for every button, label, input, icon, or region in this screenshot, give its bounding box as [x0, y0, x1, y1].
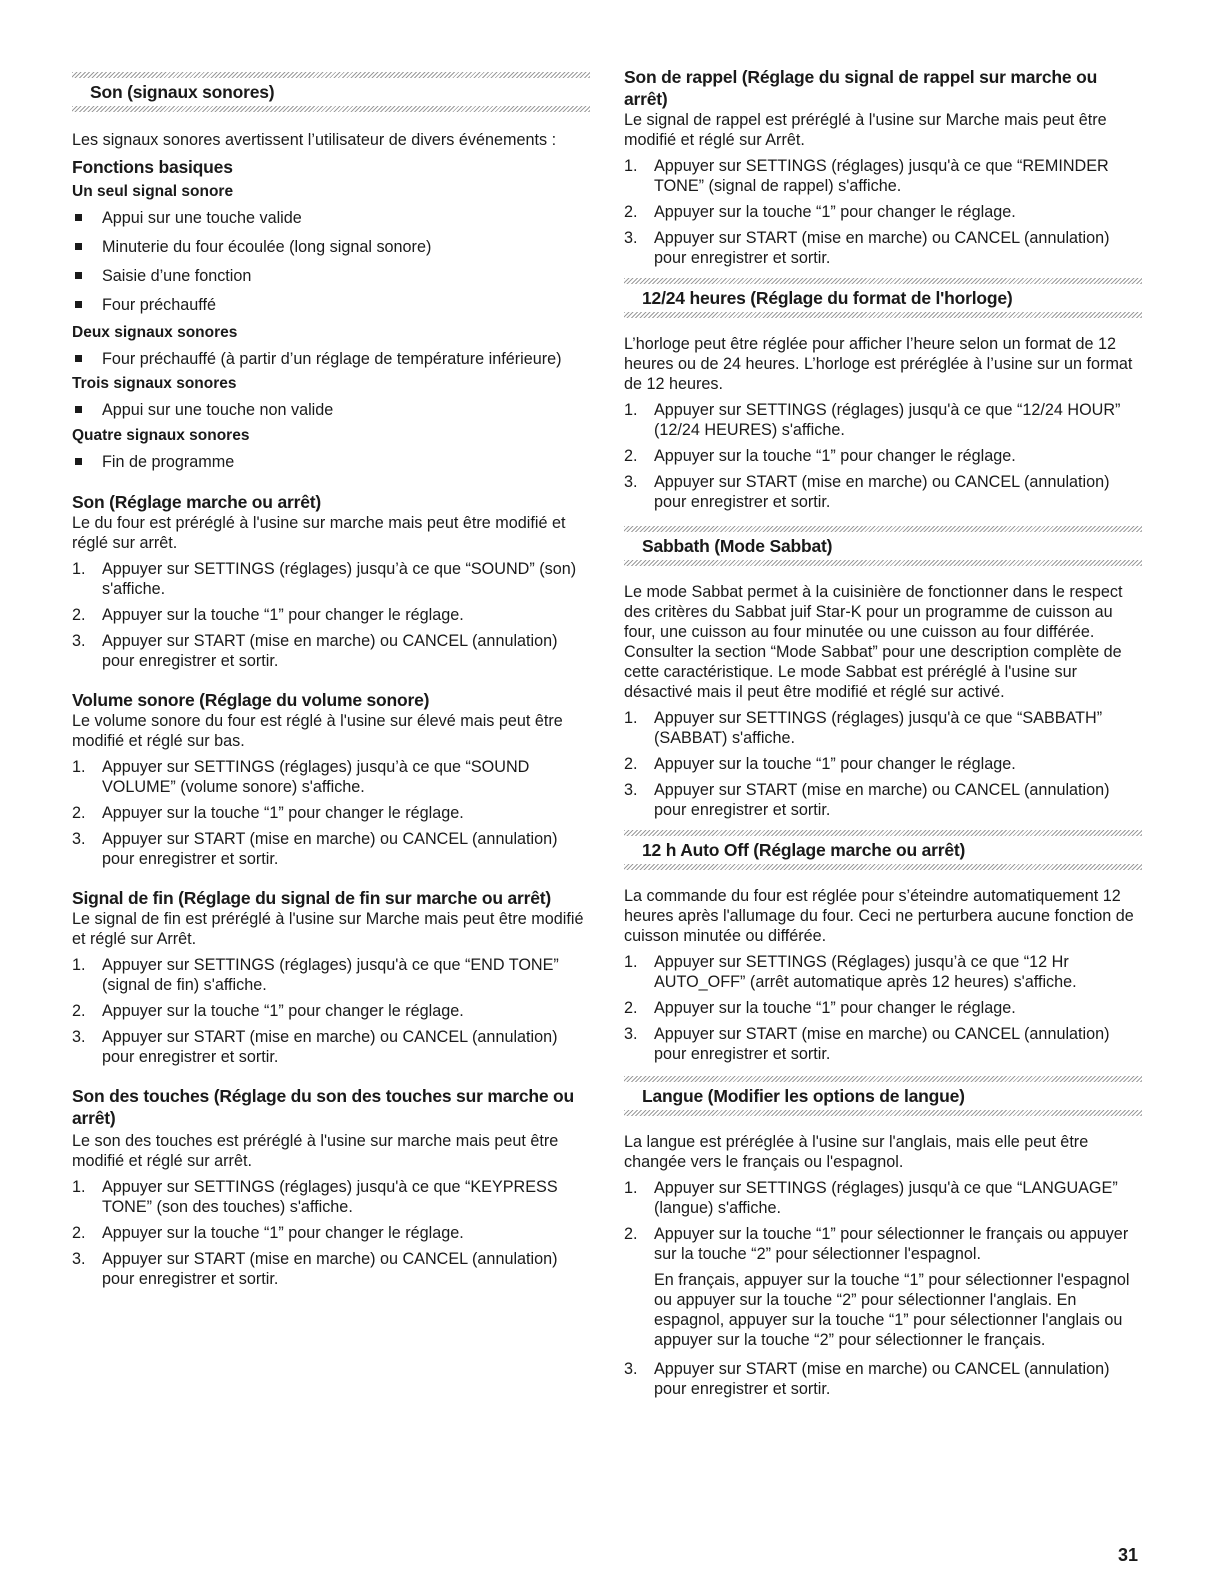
clock-body: L’horloge peut être réglée pour afficher l’heure selon un format de 12 heures ou de 24 heures. L’horloge est préréglée à l’usine sur un format de 12 heures. [624, 335, 1133, 393]
step-number: 1. [624, 709, 638, 727]
step-number: 3. [72, 1250, 86, 1268]
step-number: 3. [624, 1025, 638, 1043]
step-number: 2. [72, 1002, 86, 1020]
step-text: Appuyer sur SETTINGS (réglages) jusqu'à ce que “12/24 HOUR” (12/24 HEURES) s'affiche. [654, 401, 1121, 439]
right-column [624, 62, 1142, 1399]
step-text: Appuyer sur la touche “1” pour changer le réglage. [102, 1002, 464, 1020]
step-item [624, 780, 1142, 820]
banner-bottom-stripe [624, 1110, 1142, 1116]
keypress-steps [72, 1177, 590, 1289]
step-text: Appuyer sur START (mise en marche) ou CANCEL (annulation) pour enregistrer et sortir. [654, 1360, 1110, 1398]
step-number: 3. [72, 1028, 86, 1046]
list-item: Four préchauffé (à partir d’un réglage de température inférieure) [72, 349, 590, 369]
section-banner-auto-off [624, 830, 1142, 870]
step-item [624, 708, 1142, 748]
step-text: Appuyer sur la touche “1” pour changer le réglage. [102, 606, 464, 624]
step-number: 1. [624, 157, 638, 175]
four-tones-heading: Quatre signaux sonores [72, 427, 250, 444]
step-number: 2. [624, 447, 638, 465]
step-text: Appuyer sur la touche “1” pour changer le réglage. [654, 755, 1016, 773]
list-item: Appui sur une touche valide [72, 208, 590, 228]
step-item [624, 472, 1142, 512]
end-tone-body: Le signal de fin est préréglé à l'usine sur Marche mais peut être modifié et réglé sur Arrêt. [72, 910, 584, 948]
section-banner-clock [624, 278, 1142, 318]
step-number: 2. [72, 606, 86, 624]
step-item [624, 1024, 1142, 1064]
step-number: 3. [72, 632, 86, 650]
step-text: Appuyer sur START (mise en marche) ou CANCEL (annulation) pour enregistrer et sortir. [654, 229, 1110, 267]
list-item: Appui sur une touche non valide [72, 400, 590, 420]
step-number: 1. [624, 953, 638, 971]
end-tone-steps [72, 955, 590, 1067]
section-title-clock: 12/24 heures (Réglage du format de l'horloge) [642, 288, 1013, 308]
step-text: Appuyer sur START (mise en marche) ou CANCEL (annulation) pour enregistrer et sortir. [654, 473, 1110, 511]
step-item [72, 605, 590, 625]
section-title-sound: Son (signaux sonores) [90, 82, 275, 102]
step-item [624, 754, 1142, 774]
end-tone-heading: Signal de fin (Réglage du signal de fin sur marche ou arrêt) [72, 888, 552, 908]
step-text: Appuyer sur SETTINGS (Réglages) jusqu’à ce que “12 Hr AUTO_OFF” (arrêt automatique après 12 heures) s'affiche. [654, 953, 1077, 991]
step-number: 2. [72, 804, 86, 822]
step-item [72, 559, 590, 599]
step-item [624, 202, 1142, 222]
step-item [624, 952, 1142, 992]
step-number: 3. [624, 1360, 638, 1378]
sabbath-body: Le mode Sabbat permet à la cuisinière de fonctionner dans le respect des critères du Sabbat juif Star-K pour un programme de cuisson au four, une cuisson au four minutée ou une cuisson au four différée. Consulter la section “Mode Sabbat” pour une description complète de cette caractéristique. Le mode Sabbat est préréglé à l'usine sur désactivé mais il peut être modifié et réglé sur activé. [624, 583, 1123, 701]
step-text: Appuyer sur START (mise en marche) ou CANCEL (annulation) pour enregistrer et sortir. [102, 830, 558, 868]
step-item [624, 446, 1142, 466]
language-steps [624, 1178, 1142, 1399]
reminder-heading: Son de rappel (Réglage du signal de rappel sur marche ou arrêt) [624, 67, 1098, 109]
section-title-sabbath: Sabbath (Mode Sabbat) [642, 536, 833, 556]
banner-top-stripe [624, 830, 1142, 836]
sound-onoff-body: Le du four est préréglé à l'usine sur marche mais peut être modifié et réglé sur arrêt. [72, 514, 566, 552]
list-item: Minuterie du four écoulée (long signal sonore) [72, 237, 590, 257]
sound-onoff-heading: Son (Réglage marche ou arrêt) [72, 492, 321, 512]
step-number: 2. [624, 999, 638, 1017]
two-tones-heading: Deux signaux sonores [72, 324, 238, 341]
banner-bottom-stripe [624, 864, 1142, 870]
step-item [72, 829, 590, 869]
step-item [72, 1027, 590, 1067]
section-title-auto-off: 12 h Auto Off (Réglage marche ou arrêt) [642, 840, 966, 860]
sabbath-steps [624, 708, 1142, 820]
reminder-body: Le signal de rappel est préréglé à l'usine sur Marche mais peut être modifié et réglé sur Arrêt. [624, 111, 1107, 149]
section-banner-sound [72, 72, 590, 112]
one-tone-heading: Un seul signal sonore [72, 183, 234, 200]
step-item [72, 631, 590, 671]
banner-top-stripe [624, 526, 1142, 532]
step-text: Appuyer sur la touche “1” pour sélectionner le français ou appuyer sur la touche “2” pour sélectionner l'espagnol. [654, 1225, 1129, 1263]
step-extra-text: En français, appuyer sur la touche “1” pour sélectionner l'espagnol ou appuyer sur la touche “2” pour sélectionner l'anglais. En espagnol, appuyer sur la touche “1” pour sélectionner l'anglais ou appuyer sur la touche “2” pour sélectionner le français. [654, 1271, 1130, 1349]
step-number: 1. [624, 1179, 638, 1197]
three-tones-list [72, 400, 590, 420]
step-text: Appuyer sur SETTINGS (réglages) jusqu'à ce que “KEYPRESS TONE” (son des touches) s'affiche. [102, 1178, 558, 1216]
step-text: Appuyer sur SETTINGS (réglages) jusqu’à ce que “SOUND” (son) s'affiche. [102, 560, 577, 598]
step-item [72, 955, 590, 995]
step-text: Appuyer sur START (mise en marche) ou CANCEL (annulation) pour enregistrer et sortir. [102, 632, 558, 670]
step-number: 1. [72, 1178, 86, 1196]
sound-intro: Les signaux sonores avertissent l’utilisateur de divers événements : [72, 131, 557, 149]
banner-top-stripe [624, 1076, 1142, 1082]
step-number: 2. [624, 1225, 638, 1243]
step-item [624, 228, 1142, 268]
banner-bottom-stripe [624, 560, 1142, 566]
step-text: Appuyer sur START (mise en marche) ou CANCEL (annulation) pour enregistrer et sortir. [654, 781, 1110, 819]
step-number: 3. [72, 830, 86, 848]
step-text: Appuyer sur SETTINGS (réglages) jusqu'à ce que “SABBATH” (SABBAT) s'affiche. [654, 709, 1103, 747]
step-text: Appuyer sur SETTINGS (réglages) jusqu'à ce que “REMINDER TONE” (signal de rappel) s'affiche. [654, 157, 1109, 195]
step-text: Appuyer sur SETTINGS (réglages) jusqu’à ce que “SOUND VOLUME” (volume sonore) s'affiche. [102, 758, 530, 796]
step-text: Appuyer sur START (mise en marche) ou CANCEL (annulation) pour enregistrer et sortir. [102, 1250, 558, 1288]
step-number: 1. [624, 401, 638, 419]
section-title-language: Langue (Modifier les options de langue) [642, 1086, 965, 1106]
step-text: Appuyer sur SETTINGS (réglages) jusqu'à ce que “LANGUAGE” (langue) s'affiche. [654, 1179, 1118, 1217]
step-number: 1. [72, 560, 86, 578]
keypress-heading: Son des touches (Réglage du son des touches sur marche ou arrêt) [72, 1086, 575, 1128]
section-banner-language [624, 1076, 1142, 1116]
banner-bottom-stripe [624, 312, 1142, 318]
banner-top-stripe [72, 72, 590, 78]
auto-off-steps [624, 952, 1142, 1064]
step-number: 1. [72, 758, 86, 776]
one-tone-list [72, 208, 590, 315]
step-item [624, 1224, 1142, 1350]
section-banner-sabbath [624, 526, 1142, 566]
step-text: Appuyer sur la touche “1” pour changer le réglage. [654, 999, 1016, 1017]
step-text: Appuyer sur la touche “1” pour changer le réglage. [102, 804, 464, 822]
list-item: Saisie d’une fonction [72, 266, 590, 286]
four-tones-list [72, 452, 590, 472]
step-item [72, 1001, 590, 1021]
step-item [624, 1178, 1142, 1218]
keypress-body: Le son des touches est préréglé à l'usine sur marche mais peut être modifié et réglé sur arrêt. [72, 1132, 559, 1170]
step-text: Appuyer sur SETTINGS (réglages) jusqu'à ce que “END TONE” (signal de fin) s'affiche. [102, 956, 559, 994]
step-number: 3. [624, 229, 638, 247]
step-item [624, 1359, 1142, 1399]
list-item: Fin de programme [72, 452, 590, 472]
step-text: Appuyer sur START (mise en marche) ou CANCEL (annulation) pour enregistrer et sortir. [102, 1028, 558, 1066]
step-text: Appuyer sur la touche “1” pour changer le réglage. [102, 1224, 464, 1242]
step-number: 2. [624, 755, 638, 773]
banner-bottom-stripe [72, 106, 590, 112]
volume-body: Le volume sonore du four est réglé à l'usine sur élevé mais peut être modifié et réglé sur bas. [72, 712, 563, 750]
banner-top-stripe [624, 278, 1142, 284]
step-item [72, 1177, 590, 1217]
step-number: 2. [72, 1224, 86, 1242]
basics-heading: Fonctions basiques [72, 157, 233, 177]
language-body: La langue est préréglée à l'usine sur l'anglais, mais elle peut être changée vers le français ou l'espagnol. [624, 1133, 1089, 1171]
step-item [72, 1249, 590, 1289]
step-text: Appuyer sur la touche “1” pour changer le réglage. [654, 447, 1016, 465]
reminder-steps [624, 156, 1142, 268]
step-number: 3. [624, 781, 638, 799]
page-number: 31 [1117, 1545, 1138, 1565]
step-text: Appuyer sur START (mise en marche) ou CANCEL (annulation) pour enregistrer et sortir. [654, 1025, 1110, 1063]
step-item [72, 1223, 590, 1243]
step-number: 1. [72, 956, 86, 974]
step-text: Appuyer sur la touche “1” pour changer le réglage. [654, 203, 1016, 221]
step-number: 3. [624, 473, 638, 491]
clock-steps [624, 400, 1142, 512]
step-item [72, 803, 590, 823]
step-item [624, 998, 1142, 1018]
volume-heading: Volume sonore (Réglage du volume sonore) [72, 690, 430, 710]
step-item [624, 400, 1142, 440]
list-item: Four préchauffé [72, 295, 590, 315]
sound-onoff-steps [72, 559, 590, 671]
step-number: 2. [624, 203, 638, 221]
three-tones-heading: Trois signaux sonores [72, 375, 237, 392]
two-tones-list [72, 349, 590, 369]
step-item [72, 757, 590, 797]
left-column [72, 62, 590, 1289]
auto-off-body: La commande du four est réglée pour s’éteindre automatiquement 12 heures après l'allumage du four. Ceci ne perturbera aucune fonction de cuisson minutée ou différée. [624, 887, 1134, 945]
step-item [624, 156, 1142, 196]
volume-steps [72, 757, 590, 869]
